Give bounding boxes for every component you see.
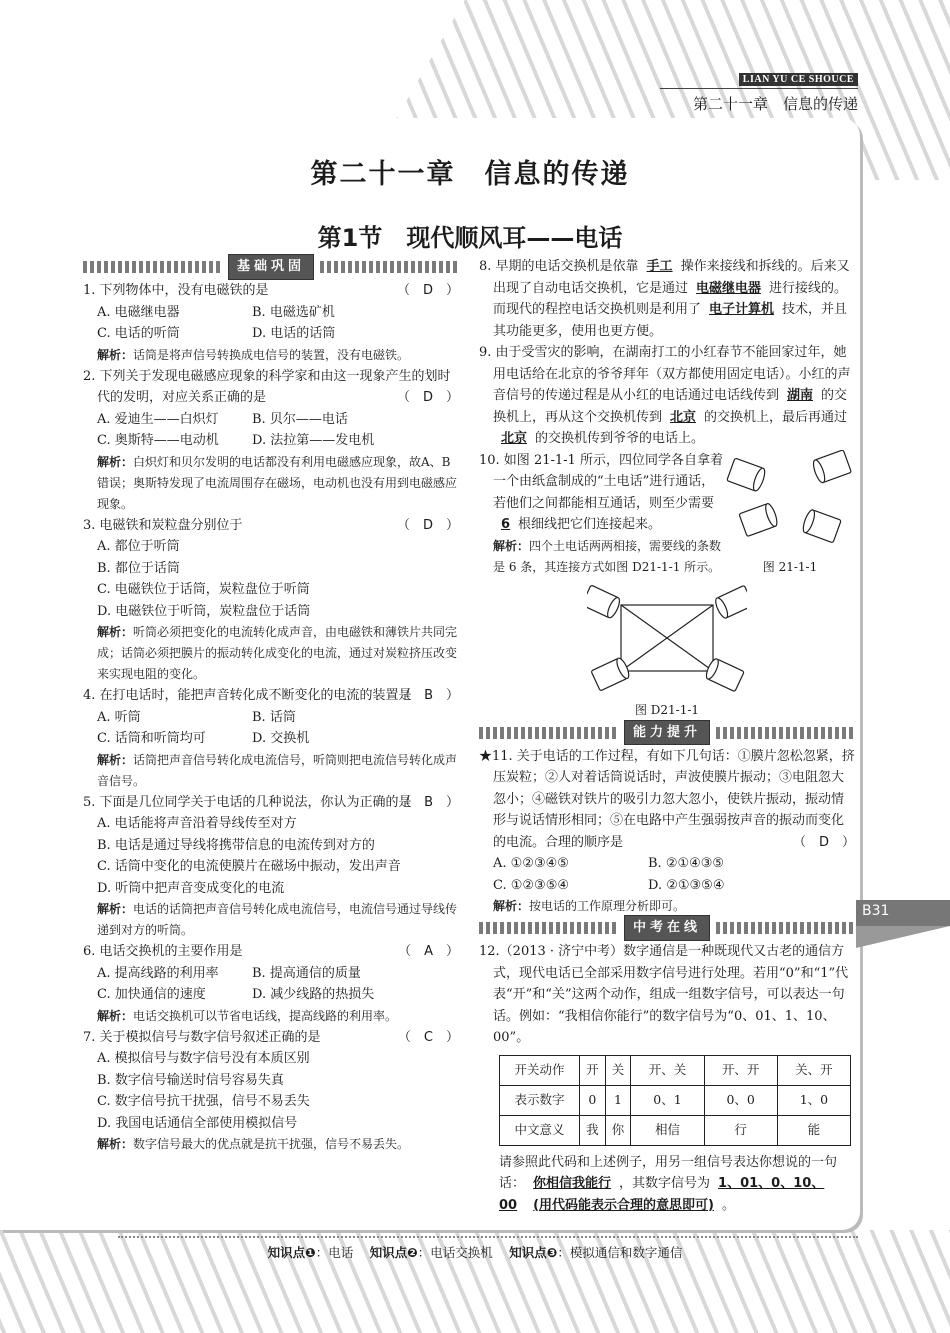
answer-blank: 你相信我能行 xyxy=(533,1176,612,1191)
option: A. 模拟信号与数字信号没有本质区别 xyxy=(97,1051,310,1066)
option: D. 电话的话筒 xyxy=(252,326,336,341)
option: C. 电磁铁位于话筒，炭粒盘位于听筒 xyxy=(97,582,310,597)
banner-ability: 能力提升 xyxy=(479,722,855,744)
answer-choice: （ D ） xyxy=(396,283,459,298)
option: A. 电磁继电器 xyxy=(97,304,180,320)
explanation: 解析：按电话的工作原理分析即可。 xyxy=(493,899,686,913)
answer-blank: 北京 xyxy=(670,409,697,425)
explanation: 解析：白炽灯和贝尔发明的电话都没有利用电磁感应现象，故A、B错误；奥斯特发现了电流周围存在磁场，电动机也没有用到电磁感应现象。 xyxy=(97,454,458,511)
answer-choice: （ B ） xyxy=(398,794,459,810)
option: B. ②①④③⑤ xyxy=(648,856,725,871)
option: D. 电磁铁位于听筒，炭粒盘位于话筒 xyxy=(97,603,311,619)
question-stem: 4. 在打电话时，能把声音转化成不断变化的电流的装置是 xyxy=(83,688,412,703)
options xyxy=(83,813,459,899)
table-cell: 开关动作 xyxy=(500,1055,580,1085)
explanation: 解析：电话交换机可以节省电话线，提高线路的利用率。 xyxy=(97,1008,398,1023)
answer-blank: 湖南 xyxy=(787,388,814,403)
figure-21-1-1 xyxy=(725,450,855,579)
table-cell: 0、0 xyxy=(704,1085,777,1115)
table-cell: 0 xyxy=(580,1085,606,1115)
answer-blank: 手工 xyxy=(646,259,673,274)
question-12: 12.（2013 · 济宁中考）数字通信是一种既现代又古老的通信方式，现代电话已全部采用数字信号进行处理。若用“0”和“1”代表“开”和“关”这两个动作，组成一组数字信号，可以表达一句话。例如：“我相信你能行”的数字信号为“0、01、1、10、00”。 开关动作 开 关 开、关 开、开 关、开 表示数字 0 1 0、1 0、0 1、0 中文意义 我 你 相信 行 能 请参照此代码和上述例子，用另一组信号表达你想说的一句话： 你相信我能行 ，其数字信号为 1、01、0、10、00 (用代码能表示合理的意思即可) 。 xyxy=(479,941,855,1216)
answer-choice: （ D ） xyxy=(396,390,459,405)
running-header: 第二十一章 信息的传递 xyxy=(692,95,858,113)
option: B. 贝尔——电话 xyxy=(252,411,348,427)
answer-blank: 北京 xyxy=(501,431,528,446)
question-stem: 3. 电磁铁和炭粒盘分别位于 xyxy=(83,517,243,533)
option: C. 奥斯特——电动机 xyxy=(97,433,219,448)
option: C. 加快通信的速度 xyxy=(97,987,206,1002)
tin-can-phones-figure xyxy=(725,450,855,550)
question-3 xyxy=(83,515,459,686)
explanation: 解析：听筒必须把变化的电流转化成声音，由电磁铁和薄铁片共同完成；话筒必须把膜片的振动转化成变化的电流，通过对炭粒挤压改变来实现电阻的变化。 xyxy=(97,625,458,681)
option: D. 法拉第——发电机 xyxy=(252,433,375,448)
option: C. 数字信号抗干扰强，信号不易丢失 xyxy=(97,1094,310,1109)
table-row xyxy=(500,1085,851,1115)
question-stem: 6. 电话交换机的主要作用是 xyxy=(83,944,243,959)
answer-blank: 电磁继电器 xyxy=(696,280,762,296)
question-stem: 1. 下列物体中，没有电磁铁的是 xyxy=(83,283,269,298)
explanation: 解析：话筒是将声信号转换成电信号的装置，没有电磁铁。 xyxy=(97,347,410,362)
section-title: 第1节 现代顺风耳——电话 xyxy=(317,224,623,252)
question-5 xyxy=(83,792,459,942)
right-column xyxy=(479,256,855,1216)
option: B. 电话是通过导线将携带信息的电流传到对方的 xyxy=(97,837,375,853)
table-cell: 开、开 xyxy=(704,1055,777,1085)
table-cell: 中文意义 xyxy=(500,1115,580,1145)
option: A. 电话能将声音沿着导线传至对方 xyxy=(97,816,297,831)
table-cell: 行 xyxy=(704,1115,777,1145)
connection-diagram xyxy=(587,583,747,693)
answer-choice: （ D ） xyxy=(792,834,855,850)
options xyxy=(83,707,459,750)
table-cell: 表示数字 xyxy=(500,1085,580,1115)
table-cell: 1、0 xyxy=(777,1085,850,1115)
chapter-title: 第二十一章 信息的传递 xyxy=(310,159,630,190)
option: D. 减少线路的热损失 xyxy=(252,987,375,1002)
option: D. 听筒中把声音变成变化的电流 xyxy=(97,880,285,896)
table-cell: 开 xyxy=(580,1055,606,1085)
answer-blank: 6 xyxy=(501,517,511,532)
question-9: 9. 由于受雪灾的影响，在湖南打工的小红春节不能回家过年，她用电话给在北京的爷爷拜年（双方都使用固定电话）。小红的声音信号的传递过程是从小红的电话通过电话线传到 湖南 的交换机上，再从这个交换机传到 北京 的交换机上，最后再通过北京 的交换机传到爷爷的电话上。 xyxy=(479,345,851,446)
option: D. ②①③⑤④ xyxy=(648,877,725,893)
option: B. 提高通信的质量 xyxy=(252,965,361,981)
question-10: 10. 如图 21-1-1 所示，四位同学各自拿着一个由纸盒制成的“土电话”进行通话，若他们之间都能相互通话，则至少需要6 根细线把它们连接起来。 解析：四个土电话两两相接，需要线的条数是 6 条，其连接方式如图 D21-1-1 所示。 图 21-1-1 xyxy=(479,450,855,579)
question-2 xyxy=(83,366,459,515)
answer-blank: (用代码能表示合理的意思即可) xyxy=(533,1197,714,1213)
option: A. ①②③④⑤ xyxy=(493,856,569,871)
options xyxy=(83,963,459,1006)
knowledge-points-footer: 知识点❶：电话 知识点❷：电话交换机 知识点❸：模拟通信和数字通信 xyxy=(267,1245,683,1260)
option: C. 话筒中变化的电流使膜片在磁场中振动，发出声音 xyxy=(97,859,401,874)
figure-D21-1-1 xyxy=(479,583,855,722)
options xyxy=(479,853,855,896)
option: C. 话筒和听筒均可 xyxy=(97,731,206,746)
question-stem: 2. 下列关于发现电磁感应现象的科学家和由这一现象产生的划时代的发明，对应关系正确的是 xyxy=(83,368,451,405)
table-cell: 我 xyxy=(580,1115,606,1145)
question-6 xyxy=(83,941,459,1027)
banner-basic: 基础巩固 xyxy=(83,256,459,278)
answer-choice: （ A ） xyxy=(398,944,459,959)
code-table xyxy=(499,1055,851,1146)
option: A. 都位于听筒 xyxy=(97,539,180,554)
option: A. 听筒 xyxy=(97,709,141,725)
option: B. 数字信号输送时信号容易失真 xyxy=(97,1072,284,1088)
header-rule xyxy=(660,88,858,89)
explanation: 解析：数字信号最大的优点就是抗干扰强，信号不易丢失。 xyxy=(97,1137,410,1151)
explanation: 解析：话筒把声音信号转化成电流信号，听筒则把电流信号转化成声音信号。 xyxy=(97,752,458,788)
question-7 xyxy=(83,1027,459,1156)
left-column xyxy=(83,256,459,1155)
options xyxy=(83,409,459,452)
table-row xyxy=(500,1055,851,1085)
option: A. 爱迪生——白炽灯 xyxy=(97,411,219,427)
option: C. 电话的听筒 xyxy=(97,326,180,341)
option: A. 提高线路的利用率 xyxy=(97,965,219,981)
option: C. ①②③⑤④ xyxy=(493,877,570,893)
table-cell: 开、关 xyxy=(631,1055,704,1085)
question-list xyxy=(83,280,459,1155)
question-11: ★11. 关于电话的工作过程，有如下几句话：①膜片忽松忽紧，挤压炭粒；②人对着话筒说话时，声波使膜片振动；③电阻忽大忽小；④磁铁对铁片的吸引力忽大忽小，使铁片振动，振动情形与说话情形相同；⑤在电路中产生强弱按声音的振动而变化的电流。合理的顺序是 （ D ） A. ①②③④⑤ B. ②①④③⑤ C. ①②③⑤④ D. ②①③⑤④ 解析：按电话的工作原理分析即可。 xyxy=(479,746,855,918)
question-8: 8. 早期的电话交换机是依靠 手工 操作来接线和拆线的。后来又出现了自动电话交换机，它是通过 电磁继电器 进行接线的。而现代的程控电话交换机则是利用了 电子计算机 技术，并且其功能更多，使用也更方便。 xyxy=(479,259,850,339)
figure-caption: 图 D21-1-1 xyxy=(634,703,700,717)
option: D. 我国电话通信全部使用模拟信号 xyxy=(97,1115,298,1131)
option: B. 电磁选矿机 xyxy=(252,304,335,320)
table-cell: 0、1 xyxy=(631,1085,704,1115)
table-cell: 相信 xyxy=(631,1115,704,1145)
page-number-tab: B31 xyxy=(856,900,950,926)
figure-caption: 图 21-1-1 xyxy=(762,560,818,574)
table-row xyxy=(500,1115,851,1145)
option: B. 都位于话筒 xyxy=(97,560,180,576)
table-cell: 关 xyxy=(605,1055,631,1085)
question-stem: 5. 下面是几位同学关于电话的几种说法，你认为正确的是 xyxy=(83,794,412,810)
table-cell: 能 xyxy=(777,1115,850,1145)
footer-rule xyxy=(118,1236,858,1238)
option: B. 话筒 xyxy=(252,709,296,725)
brand-label: LIAN YU CE SHOUCE xyxy=(739,73,858,86)
question-4 xyxy=(83,685,459,792)
options xyxy=(83,302,459,345)
explanation: 解析：电话的话筒把声音信号转化成电流信号，电流信号通过导线传递到对方的听筒。 xyxy=(97,902,458,937)
option: D. 交换机 xyxy=(252,731,310,746)
question-stem: 7. 关于模拟信号与数字信号叙述正确的是 xyxy=(83,1029,321,1045)
options xyxy=(83,1048,459,1134)
answer-blank: 电子计算机 xyxy=(709,302,775,317)
table-cell: 关、开 xyxy=(777,1055,850,1085)
question-1 xyxy=(83,280,459,366)
answer-choice: （ B ） xyxy=(398,688,459,703)
table-cell: 1 xyxy=(605,1085,631,1115)
answer-blank: 1、01、0、10、00 xyxy=(499,1176,825,1213)
answer-choice: （ D ） xyxy=(396,517,459,533)
options xyxy=(83,536,459,622)
answer-choice: （ C ） xyxy=(397,1029,459,1045)
table-cell: 你 xyxy=(605,1115,631,1145)
banner-exam: 中考在线 xyxy=(479,917,855,939)
explanation: 解析：四个土电话两两相接，需要线的条数是 6 条，其连接方式如图 D21-1-1 所示。 xyxy=(493,538,722,574)
